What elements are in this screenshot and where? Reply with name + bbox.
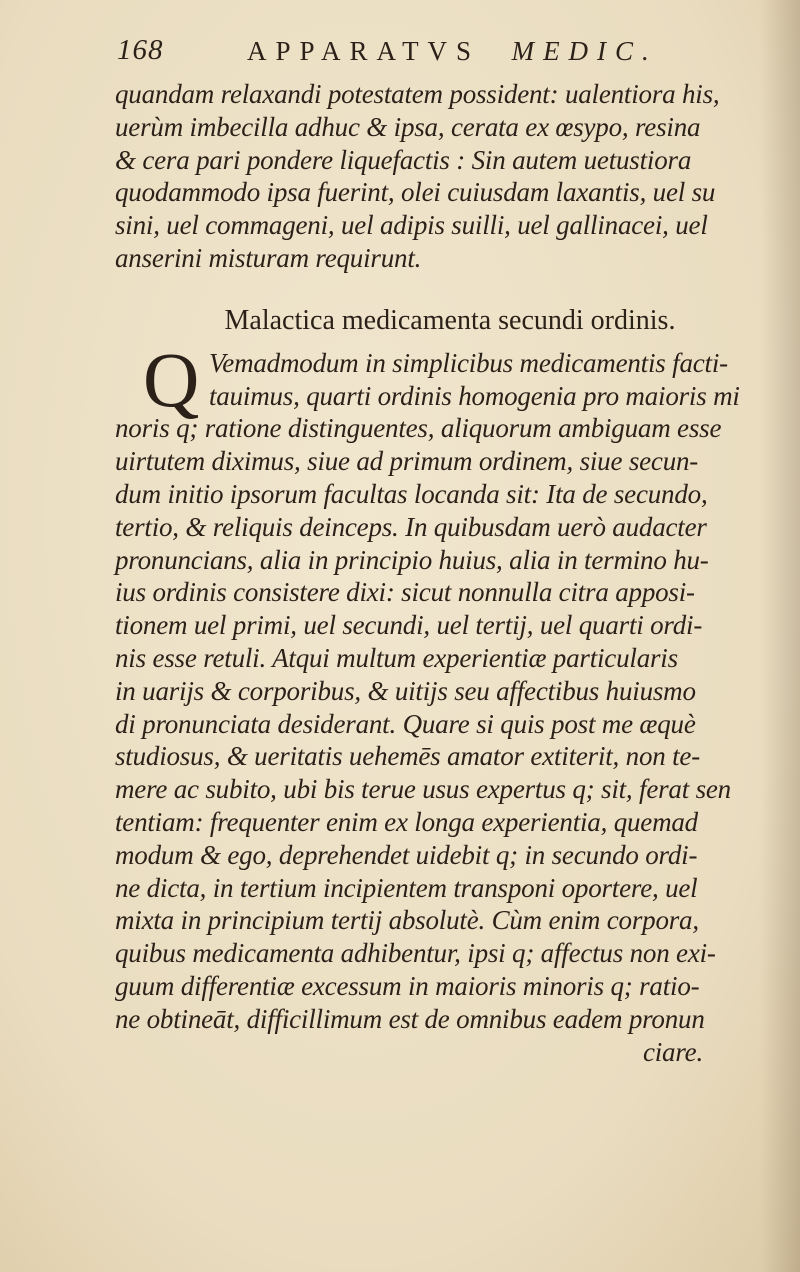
- text-line: sini, uel commageni, uel adipis suilli, uel gallinacei, uel: [115, 210, 708, 241]
- text-line: noris q; ratione distinguentes, aliquorum ambiguam esse: [115, 413, 722, 444]
- intro-paragraph: [115, 78, 755, 275]
- page-number: 168: [117, 34, 164, 66]
- text-line: in uarijs & corporibus, & uitijs seu affectibus huiusmo: [115, 675, 696, 706]
- text-line: tertio, & reliquis deinceps. In quibusdam uerò audacter: [115, 511, 707, 542]
- text-line: guum differentiæ excessum in maioris minoris q; ratio-: [115, 970, 700, 1001]
- page-header: [115, 22, 755, 78]
- text-line: modum & ego, deprehendet uidebit q; in secundo ordi-: [115, 839, 698, 870]
- text-line: uirtutem diximus, siue ad primum ordinem, siue secun-: [115, 446, 699, 477]
- text-line: ius ordinis consistere dixi: sicut nonnulla citra apposi-: [115, 577, 695, 608]
- text-line: di pronunciata desiderant. Quare si quis post me æquè: [115, 708, 696, 739]
- text-line: nis esse retuli. Atqui multum experientiæ particularis: [115, 642, 678, 673]
- text-line: mixta in principium tertij absolutè. Cùm enim corpora,: [115, 905, 699, 936]
- text-line: pronuncians, alia in principio huius, alia in termino hu-: [115, 544, 709, 575]
- running-head: [247, 36, 658, 67]
- text-line: tauimus, quarti ordinis homogenia pro maioris mi: [209, 380, 740, 411]
- running-head-word-2: MEDIC.: [511, 36, 658, 66]
- text-line-last: ciare.: [642, 1036, 703, 1067]
- section-heading: Malactica medicamenta secundi ordinis.: [224, 304, 676, 336]
- text-line: studiosus, & ueritatis uehemēs amator extiterit, non te-: [115, 741, 700, 772]
- text-line: quibus medicamenta adhibentur, ipsi q; affectus non exi-: [115, 938, 716, 969]
- drop-cap-initial: Q: [143, 335, 200, 423]
- text-line: mere ac subito, ubi bis terue usus expertus q; sit, ferat sen: [115, 774, 731, 805]
- text-line: anserini misturam requirunt.: [115, 242, 422, 273]
- text-line: ne obtineāt, difficillimum est de omnibus eadem pronun: [115, 1003, 705, 1034]
- text-line: tentiam: frequenter enim ex longa experientia, quemad: [115, 806, 698, 837]
- book-page: [115, 22, 755, 1068]
- running-head-word-1: APPARATVS: [247, 36, 481, 66]
- text-line: uerùm imbecilla adhuc & ipsa, cerata ex œsypo, resina: [115, 111, 701, 142]
- text-line: quodammodo ipsa fuerint, olei cuiusdam laxantis, uel su: [115, 177, 716, 208]
- body-paragraph: [115, 335, 755, 1069]
- page-edge-shadow: [760, 0, 800, 1272]
- text-line: Vemadmodum in simplicibus medicamentis facti-: [209, 347, 728, 378]
- text-line: tionem uel primi, uel secundi, uel tertij, uel quarti ordi-: [115, 610, 703, 641]
- text-line: ne dicta, in tertium incipientem transponi oportere, uel: [115, 872, 698, 903]
- text-line: quandam relaxandi potestatem possident: ualentiora his,: [115, 79, 720, 109]
- text-line: & cera pari pondere liquefactis : Sin autem uetustiora: [115, 144, 692, 175]
- text-line: dum initio ipsorum facultas locanda sit: Ita de secundo,: [115, 478, 708, 509]
